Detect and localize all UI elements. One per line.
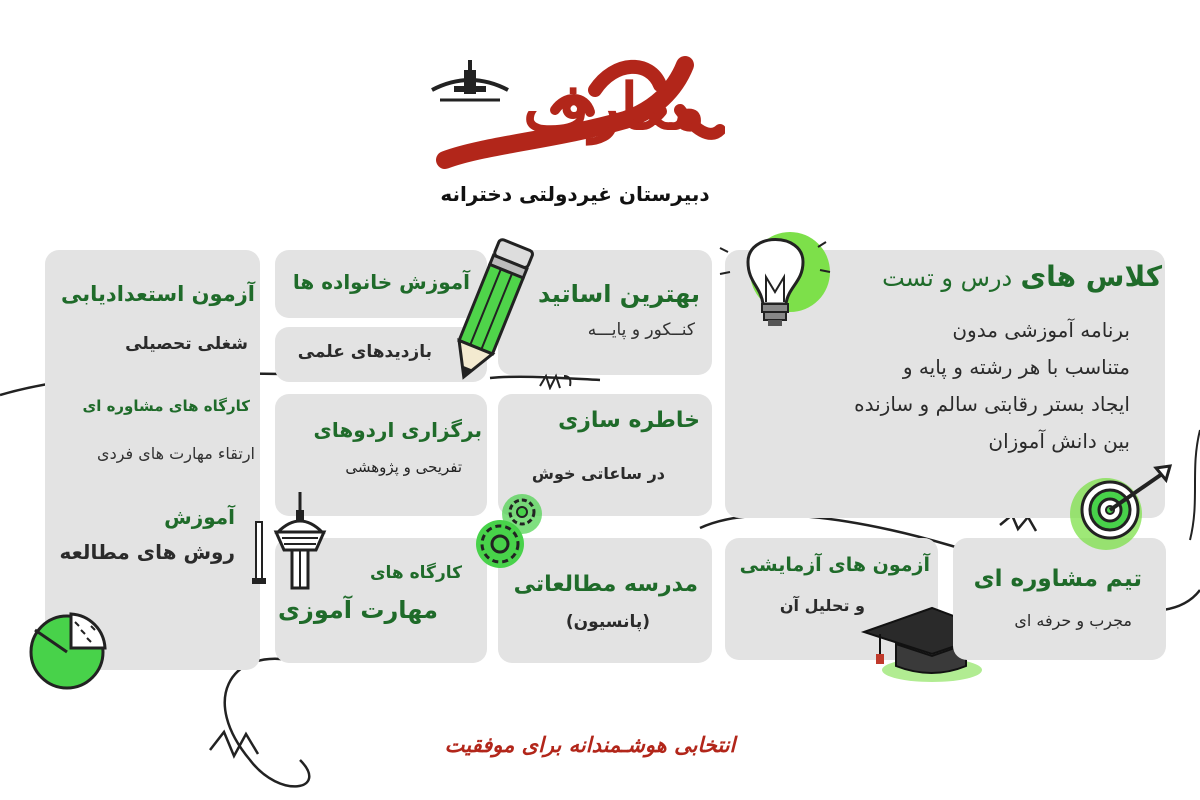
logo-text: معارف [523, 70, 705, 145]
mock-title: آزمون های آزمایشی [739, 554, 930, 576]
counsel-sub: مجرب و حرفه ای [1014, 611, 1132, 630]
school-sub: (پانسیون) [565, 612, 650, 632]
workshop-line-2: مهارت آموزی [278, 596, 438, 624]
classes-line-2: متناسب با هر رشته و پایه و [902, 355, 1130, 379]
family-title: آموزش خانواده ها [292, 270, 470, 294]
talent-title: آزمون استعدادیابی [61, 282, 255, 306]
gears-icon [470, 492, 545, 577]
school-title: مدرسه مطالعاتی [513, 572, 698, 597]
visits-title: بازدیدهای علمی [297, 342, 432, 362]
lightbulb-icon [718, 222, 833, 342]
classes-title-a: کلاس های [1020, 260, 1162, 293]
classes-line-3: ایجاد بستر رقابتی سالم و سازنده [854, 392, 1130, 416]
talent-line-3: ارتقاء مهارت های فردی [97, 444, 255, 463]
scribble-mark-icon [538, 372, 574, 390]
footer-slogan: انتخابی هوشـمندانه برای موفقیت [444, 733, 736, 757]
classes-title [882, 260, 1162, 293]
talent-line-5: روش های مطالعه [59, 540, 235, 564]
teachers-sub: کنــکور و پایـــه [587, 320, 695, 340]
pencil-icon [440, 232, 540, 392]
school-subtitle: دبیرستان غیردولتی دخترانه [440, 182, 710, 206]
talent-line-2: کارگاه های مشاوره ای [82, 397, 250, 415]
memory-title: خاطره سازی [558, 408, 700, 433]
pie-chart-icon [25, 610, 115, 690]
camps-sub: تفریحی و پژوهشی [345, 458, 462, 476]
talent-line-4: آموزش [164, 505, 235, 529]
tower-icon [248, 492, 328, 592]
teachers-title: بهترین اساتید [537, 280, 700, 308]
target-icon [1052, 460, 1182, 560]
memory-sub: در ساعاتی خوش [531, 464, 665, 483]
classes-line-1: برنامه آموزشی مدون [952, 318, 1130, 342]
classes-line-4: بین دانش آموزان [988, 429, 1130, 453]
workshop-line-1: کارگاه های [369, 563, 462, 583]
logo [425, 40, 725, 185]
talent-line-1: شغلی تحصیلی [125, 334, 248, 354]
mock-sub: و تحلیل آن [779, 596, 865, 615]
counsel-title: تیم مشاوره ای [973, 566, 1142, 592]
classes-title-b: درس و تست [882, 264, 1013, 292]
camps-title: برگزاری اردوهای [313, 418, 482, 442]
